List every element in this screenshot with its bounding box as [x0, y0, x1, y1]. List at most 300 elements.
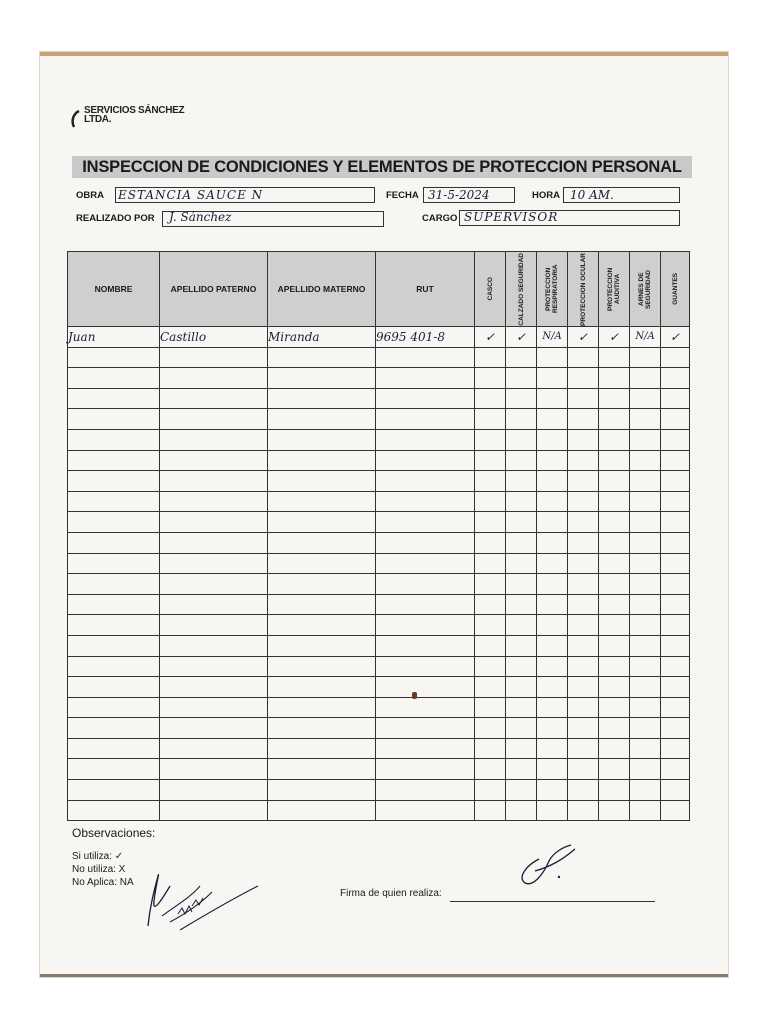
- table-cell[interactable]: [268, 471, 376, 492]
- table-cell[interactable]: [68, 368, 160, 389]
- table-cell[interactable]: [268, 347, 376, 368]
- table-cell[interactable]: [568, 409, 599, 430]
- table-cell[interactable]: [537, 615, 568, 636]
- table-cell[interactable]: [376, 656, 475, 677]
- table-cell[interactable]: [506, 635, 537, 656]
- table-cell[interactable]: [68, 450, 160, 471]
- table-cell[interactable]: [661, 738, 690, 759]
- table-row: [68, 368, 690, 389]
- table-cell[interactable]: [599, 553, 630, 574]
- table-cell[interactable]: [376, 635, 475, 656]
- table-cell[interactable]: [160, 738, 268, 759]
- table-cell[interactable]: [537, 677, 568, 698]
- table-cell[interactable]: [268, 368, 376, 389]
- table-cell[interactable]: [537, 512, 568, 533]
- table-cell[interactable]: [630, 471, 661, 492]
- table-cell[interactable]: [268, 615, 376, 636]
- table-row: [68, 677, 690, 698]
- table-cell[interactable]: [506, 491, 537, 512]
- table-row: [68, 718, 690, 739]
- table-cell[interactable]: [506, 615, 537, 636]
- table-cell[interactable]: [506, 409, 537, 430]
- cell-guantes[interactable]: ✓: [661, 327, 690, 348]
- table-cell[interactable]: [68, 532, 160, 553]
- table-cell[interactable]: [268, 429, 376, 450]
- table-cell[interactable]: [506, 429, 537, 450]
- table-cell[interactable]: [506, 677, 537, 698]
- table-cell[interactable]: [599, 429, 630, 450]
- table-cell[interactable]: [160, 388, 268, 409]
- table-cell[interactable]: [661, 594, 690, 615]
- table-cell[interactable]: [160, 368, 268, 389]
- table-cell[interactable]: [376, 450, 475, 471]
- table-cell[interactable]: [568, 574, 599, 595]
- table-cell[interactable]: [537, 697, 568, 718]
- table-cell[interactable]: [599, 491, 630, 512]
- table-cell[interactable]: [661, 368, 690, 389]
- table-cell[interactable]: [376, 347, 475, 368]
- table-cell[interactable]: [376, 553, 475, 574]
- table-cell[interactable]: [568, 450, 599, 471]
- table-cell[interactable]: [661, 429, 690, 450]
- table-row: [68, 450, 690, 471]
- firma-line[interactable]: [450, 901, 655, 902]
- table-cell[interactable]: [376, 615, 475, 636]
- table-cell[interactable]: [268, 697, 376, 718]
- table-cell[interactable]: [661, 800, 690, 821]
- table-cell[interactable]: [661, 450, 690, 471]
- table-cell[interactable]: [268, 800, 376, 821]
- table-cell[interactable]: [599, 512, 630, 533]
- table-cell[interactable]: [630, 718, 661, 739]
- table-cell[interactable]: [568, 656, 599, 677]
- fecha-field[interactable]: [423, 187, 515, 203]
- table-cell[interactable]: [506, 450, 537, 471]
- table-cell[interactable]: [160, 677, 268, 698]
- table-cell[interactable]: [599, 347, 630, 368]
- table-cell[interactable]: [568, 759, 599, 780]
- table-cell[interactable]: [661, 553, 690, 574]
- table-cell[interactable]: [68, 615, 160, 636]
- table-cell[interactable]: [475, 429, 506, 450]
- table-cell[interactable]: [630, 780, 661, 801]
- table-cell[interactable]: [160, 656, 268, 677]
- table-cell[interactable]: [475, 532, 506, 553]
- table-cell[interactable]: [68, 738, 160, 759]
- table-row: [68, 697, 690, 718]
- observaciones-label: Observaciones:: [72, 826, 156, 840]
- inspector-signature: [505, 841, 585, 891]
- table-cell[interactable]: [160, 347, 268, 368]
- table-cell[interactable]: [506, 738, 537, 759]
- table-cell[interactable]: [506, 780, 537, 801]
- table-cell[interactable]: [475, 409, 506, 430]
- table-cell[interactable]: [506, 800, 537, 821]
- table-cell[interactable]: [475, 491, 506, 512]
- table-cell[interactable]: [475, 368, 506, 389]
- table-cell[interactable]: [599, 677, 630, 698]
- table-cell[interactable]: [568, 553, 599, 574]
- table-cell[interactable]: [475, 780, 506, 801]
- table-row: [68, 347, 690, 368]
- table-cell[interactable]: [160, 532, 268, 553]
- table-cell[interactable]: [630, 368, 661, 389]
- table-cell[interactable]: [506, 697, 537, 718]
- table-cell[interactable]: [568, 718, 599, 739]
- table-cell[interactable]: [661, 388, 690, 409]
- table-cell[interactable]: [506, 656, 537, 677]
- table-cell[interactable]: [661, 780, 690, 801]
- table-cell[interactable]: [568, 471, 599, 492]
- table-cell[interactable]: [68, 780, 160, 801]
- cell-ocular[interactable]: ✓: [568, 327, 599, 348]
- table-cell[interactable]: [506, 532, 537, 553]
- table-cell[interactable]: [68, 759, 160, 780]
- table-cell[interactable]: [376, 759, 475, 780]
- table-cell[interactable]: [160, 615, 268, 636]
- table-cell[interactable]: [268, 594, 376, 615]
- cell-rut[interactable]: 9695 401-8: [376, 327, 475, 348]
- table-cell[interactable]: [68, 697, 160, 718]
- table-cell[interactable]: [268, 553, 376, 574]
- cell-nombre[interactable]: Juan: [68, 327, 160, 348]
- table-cell[interactable]: [599, 800, 630, 821]
- table-row: [68, 553, 690, 574]
- table-cell[interactable]: [661, 512, 690, 533]
- table-cell[interactable]: [537, 738, 568, 759]
- table-cell[interactable]: [376, 800, 475, 821]
- table-cell[interactable]: [268, 388, 376, 409]
- table-cell[interactable]: [568, 594, 599, 615]
- table-cell[interactable]: [475, 388, 506, 409]
- realizado-value: J. Sánchez: [169, 210, 232, 224]
- table-cell[interactable]: [160, 512, 268, 533]
- table-cell[interactable]: [268, 656, 376, 677]
- table-cell[interactable]: [630, 615, 661, 636]
- table-cell[interactable]: [68, 471, 160, 492]
- table-cell[interactable]: [630, 491, 661, 512]
- cell-apellido-materno[interactable]: Miranda: [268, 327, 376, 348]
- table-cell[interactable]: [68, 347, 160, 368]
- table-cell[interactable]: [268, 409, 376, 430]
- table-cell[interactable]: [568, 512, 599, 533]
- table-cell[interactable]: [68, 553, 160, 574]
- table-cell[interactable]: [68, 635, 160, 656]
- table-cell[interactable]: [68, 718, 160, 739]
- table-cell[interactable]: [537, 594, 568, 615]
- cell-apellido-paterno[interactable]: Castillo: [160, 327, 268, 348]
- table-cell[interactable]: [268, 512, 376, 533]
- table-cell[interactable]: [376, 594, 475, 615]
- table-cell[interactable]: [630, 697, 661, 718]
- table-cell[interactable]: [661, 677, 690, 698]
- table-cell[interactable]: [68, 594, 160, 615]
- table-cell[interactable]: [537, 368, 568, 389]
- table-cell[interactable]: [475, 615, 506, 636]
- table-cell[interactable]: [661, 491, 690, 512]
- table-cell[interactable]: [160, 697, 268, 718]
- table-cell[interactable]: [537, 532, 568, 553]
- table-cell[interactable]: [160, 491, 268, 512]
- table-cell[interactable]: [376, 471, 475, 492]
- table-cell[interactable]: [506, 368, 537, 389]
- table-cell[interactable]: [160, 471, 268, 492]
- table-cell[interactable]: [661, 697, 690, 718]
- table-cell[interactable]: [568, 635, 599, 656]
- table-cell[interactable]: [268, 491, 376, 512]
- table-cell[interactable]: [475, 553, 506, 574]
- table-cell[interactable]: [376, 512, 475, 533]
- table-cell[interactable]: [68, 429, 160, 450]
- table-cell[interactable]: [599, 532, 630, 553]
- table-cell[interactable]: [599, 780, 630, 801]
- table-cell[interactable]: [506, 594, 537, 615]
- table-row: [68, 635, 690, 656]
- realizado-field[interactable]: [162, 211, 384, 227]
- table-cell[interactable]: [506, 347, 537, 368]
- table-cell[interactable]: [537, 347, 568, 368]
- table-cell[interactable]: [661, 574, 690, 595]
- table-cell[interactable]: [376, 429, 475, 450]
- cell-respiratoria[interactable]: N/A: [537, 327, 568, 348]
- table-cell[interactable]: [376, 677, 475, 698]
- table-cell[interactable]: [160, 450, 268, 471]
- cell-calzado[interactable]: ✓: [506, 327, 537, 348]
- table-cell[interactable]: [475, 574, 506, 595]
- table-cell[interactable]: [376, 574, 475, 595]
- table-cell[interactable]: [506, 512, 537, 533]
- table-cell[interactable]: [568, 532, 599, 553]
- cell-casco[interactable]: ✓: [475, 327, 506, 348]
- table-cell[interactable]: [160, 429, 268, 450]
- col-header-calzado: CALZADO SEGURIDAD: [506, 252, 537, 327]
- legend-no-aplica: No Aplica: NA: [72, 877, 134, 888]
- table-cell[interactable]: [376, 388, 475, 409]
- table-cell[interactable]: [475, 656, 506, 677]
- obra-label: OBRA: [76, 190, 104, 201]
- table-cell[interactable]: [630, 450, 661, 471]
- table-cell[interactable]: [537, 450, 568, 471]
- table-cell[interactable]: [475, 718, 506, 739]
- table-cell[interactable]: [475, 471, 506, 492]
- table-cell[interactable]: [630, 574, 661, 595]
- table-cell[interactable]: [506, 718, 537, 739]
- table-cell[interactable]: [630, 594, 661, 615]
- col-header-respiratoria: PROTECCION RESPIRATORIA: [537, 252, 568, 327]
- table-cell[interactable]: [376, 697, 475, 718]
- table-cell[interactable]: [537, 759, 568, 780]
- table-cell[interactable]: [268, 532, 376, 553]
- table-cell[interactable]: [661, 347, 690, 368]
- table-cell[interactable]: [599, 388, 630, 409]
- table-cell[interactable]: [568, 368, 599, 389]
- table-cell[interactable]: [568, 677, 599, 698]
- table-cell[interactable]: [68, 388, 160, 409]
- table-cell[interactable]: [537, 780, 568, 801]
- table-cell[interactable]: [661, 615, 690, 636]
- table-cell[interactable]: [268, 574, 376, 595]
- fecha-label: FECHA: [386, 190, 419, 201]
- table-cell[interactable]: [68, 491, 160, 512]
- table-row: [68, 615, 690, 636]
- table-cell[interactable]: [268, 738, 376, 759]
- table-cell[interactable]: [630, 635, 661, 656]
- table-cell[interactable]: [268, 450, 376, 471]
- table-cell[interactable]: [376, 368, 475, 389]
- table-cell[interactable]: [630, 347, 661, 368]
- table-cell[interactable]: [475, 512, 506, 533]
- table-cell[interactable]: [68, 409, 160, 430]
- table-row: [68, 429, 690, 450]
- table-cell[interactable]: [568, 388, 599, 409]
- col-header-auditiva: PROTECCION AUDITIVA: [599, 252, 630, 327]
- table-cell[interactable]: [537, 471, 568, 492]
- table-cell[interactable]: [537, 553, 568, 574]
- table-cell[interactable]: [537, 656, 568, 677]
- table-cell[interactable]: [568, 491, 599, 512]
- table-cell[interactable]: [160, 594, 268, 615]
- table-cell[interactable]: [599, 656, 630, 677]
- table-cell[interactable]: [630, 759, 661, 780]
- table-cell[interactable]: [599, 471, 630, 492]
- table-cell[interactable]: [506, 553, 537, 574]
- table-cell[interactable]: [268, 718, 376, 739]
- table-cell[interactable]: [599, 635, 630, 656]
- table-cell[interactable]: [68, 512, 160, 533]
- table-cell[interactable]: [630, 409, 661, 430]
- cargo-field[interactable]: [459, 210, 680, 226]
- table-cell[interactable]: [599, 718, 630, 739]
- table-cell[interactable]: [160, 759, 268, 780]
- table-cell[interactable]: [630, 800, 661, 821]
- table-cell[interactable]: [630, 677, 661, 698]
- table-cell[interactable]: [568, 738, 599, 759]
- table-cell[interactable]: [537, 635, 568, 656]
- table-cell[interactable]: [475, 594, 506, 615]
- table-cell[interactable]: [537, 491, 568, 512]
- table-cell[interactable]: [475, 450, 506, 471]
- table-cell[interactable]: [475, 800, 506, 821]
- col-header-apellido-materno: APELLIDO MATERNO: [268, 252, 376, 327]
- table-cell[interactable]: [599, 594, 630, 615]
- table-cell[interactable]: [599, 738, 630, 759]
- table-cell[interactable]: [376, 738, 475, 759]
- table-cell[interactable]: [68, 574, 160, 595]
- table-cell[interactable]: [568, 800, 599, 821]
- col-header-rut: RUT: [376, 252, 475, 327]
- table-cell[interactable]: [160, 800, 268, 821]
- table-cell[interactable]: [68, 656, 160, 677]
- table-cell[interactable]: [630, 656, 661, 677]
- cell-arnes[interactable]: N/A: [630, 327, 661, 348]
- table-cell[interactable]: [599, 409, 630, 430]
- table-cell[interactable]: [506, 759, 537, 780]
- table-cell[interactable]: [376, 532, 475, 553]
- table-row: [68, 471, 690, 492]
- realizado-label: REALIZADO POR: [76, 213, 155, 224]
- table-cell[interactable]: [661, 635, 690, 656]
- legend-no-utiliza: No utiliza: X: [72, 864, 126, 875]
- table-cell[interactable]: [376, 780, 475, 801]
- obra-field[interactable]: [115, 187, 375, 203]
- table-cell[interactable]: [599, 574, 630, 595]
- table-cell[interactable]: [661, 656, 690, 677]
- table-cell[interactable]: [376, 409, 475, 430]
- paper-stain: [412, 692, 417, 699]
- table-cell[interactable]: [568, 697, 599, 718]
- table-row: [68, 388, 690, 409]
- table-cell[interactable]: [506, 574, 537, 595]
- table-cell[interactable]: [568, 429, 599, 450]
- table-cell[interactable]: [268, 780, 376, 801]
- table-cell[interactable]: [537, 409, 568, 430]
- table-cell[interactable]: [661, 409, 690, 430]
- table-cell[interactable]: [376, 718, 475, 739]
- table-cell[interactable]: [537, 574, 568, 595]
- table-cell[interactable]: [506, 388, 537, 409]
- table-cell[interactable]: [661, 471, 690, 492]
- table-cell[interactable]: [568, 615, 599, 636]
- table-cell[interactable]: [475, 677, 506, 698]
- legend-si-utiliza: Si utiliza: ✓: [72, 851, 124, 862]
- table-cell[interactable]: [661, 759, 690, 780]
- table-cell[interactable]: [475, 347, 506, 368]
- table-cell[interactable]: [475, 738, 506, 759]
- table-cell[interactable]: [160, 409, 268, 430]
- hora-field[interactable]: [563, 187, 680, 203]
- table-row: [68, 512, 690, 533]
- table-cell[interactable]: [630, 388, 661, 409]
- table-cell[interactable]: [630, 553, 661, 574]
- table-cell[interactable]: [160, 780, 268, 801]
- table-cell[interactable]: [599, 450, 630, 471]
- table-cell[interactable]: [599, 697, 630, 718]
- table-cell[interactable]: [568, 347, 599, 368]
- table-cell[interactable]: [475, 697, 506, 718]
- obra-value: ESTANCIA SAUCE N: [118, 188, 264, 202]
- table-cell[interactable]: [475, 635, 506, 656]
- table-cell[interactable]: [160, 574, 268, 595]
- table-cell[interactable]: [568, 780, 599, 801]
- table-cell[interactable]: [68, 800, 160, 821]
- table-cell[interactable]: [268, 677, 376, 698]
- table-cell[interactable]: [599, 368, 630, 389]
- cell-auditiva[interactable]: ✓: [599, 327, 630, 348]
- table-cell[interactable]: [475, 759, 506, 780]
- table-cell[interactable]: [661, 532, 690, 553]
- table-cell[interactable]: [506, 471, 537, 492]
- table-cell[interactable]: [630, 429, 661, 450]
- table-cell[interactable]: [661, 718, 690, 739]
- table-cell[interactable]: [376, 491, 475, 512]
- table-cell[interactable]: [537, 800, 568, 821]
- table-cell[interactable]: [268, 759, 376, 780]
- table-cell[interactable]: [599, 759, 630, 780]
- table-cell[interactable]: [630, 532, 661, 553]
- table-cell[interactable]: [630, 512, 661, 533]
- table-cell[interactable]: [537, 429, 568, 450]
- table-cell[interactable]: [268, 635, 376, 656]
- table-cell[interactable]: [68, 677, 160, 698]
- table-cell[interactable]: [630, 738, 661, 759]
- table-cell[interactable]: [160, 718, 268, 739]
- table-row: [68, 800, 690, 821]
- table-cell[interactable]: [537, 718, 568, 739]
- table-cell[interactable]: [599, 615, 630, 636]
- table-cell[interactable]: [160, 635, 268, 656]
- table-cell[interactable]: [537, 388, 568, 409]
- table-cell[interactable]: [160, 553, 268, 574]
